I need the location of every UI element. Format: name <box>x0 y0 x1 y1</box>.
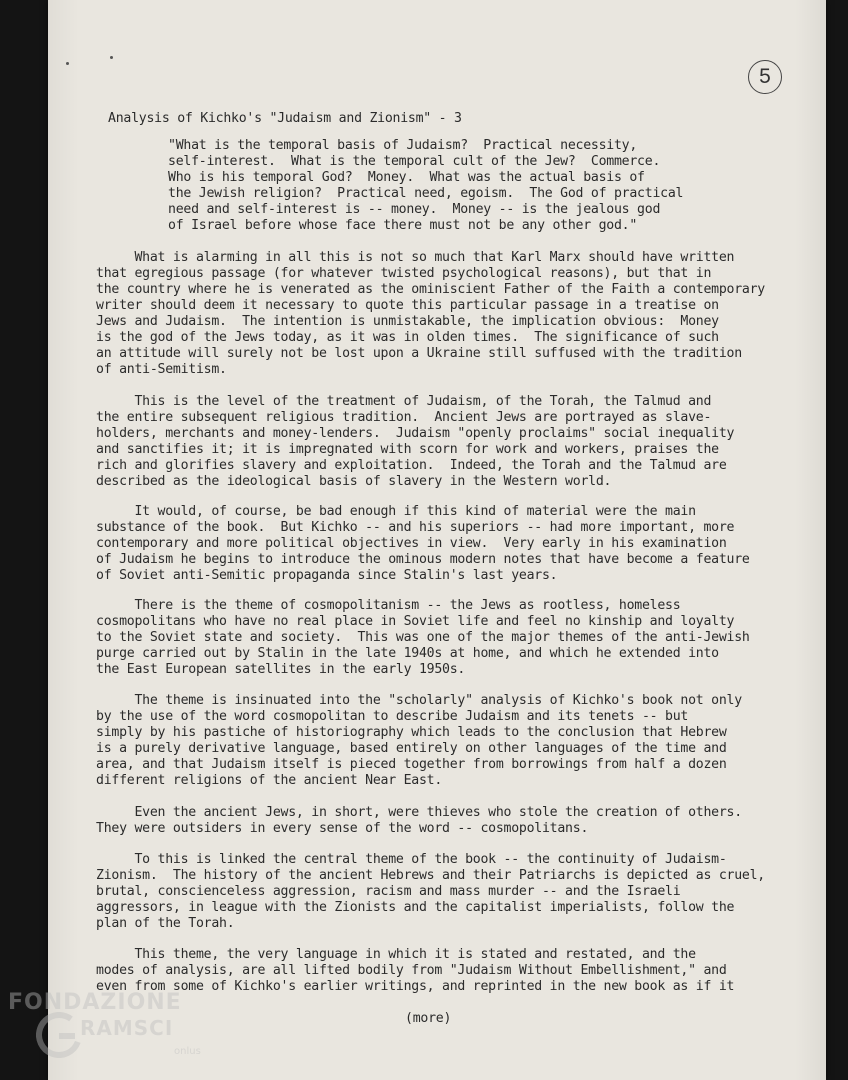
text-line: plan of the Torah. <box>96 916 235 931</box>
circled-page-number: 5 <box>748 60 782 94</box>
text-line: rich and glorifies slavery and exploitation. Indeed, the Torah and the Talmud are <box>96 458 727 473</box>
watermark-line2: RAMSCI <box>80 1016 174 1040</box>
page-title: Analysis of Kichko's "Judaism and Zionism" - 3 <box>108 111 462 126</box>
text-line: holders, merchants and money-lenders. Judaism "openly proclaims" social inequality <box>96 426 735 441</box>
paragraph-4 <box>96 598 750 678</box>
text-line: an attitude will surely not be lost upon a Ukraine still suffused with the tradition <box>96 346 742 361</box>
quote-line: self-interest. What is the temporal cult of the Jew? Commerce. <box>168 154 661 169</box>
text-line: described as the ideological basis of slavery in the Western world. <box>96 474 612 489</box>
text-line: cosmopolitans who have no real place in Soviet life and feel no kinship and loyalty <box>96 614 735 629</box>
watermark-small: onlus <box>174 1046 201 1057</box>
paragraph-1 <box>96 250 765 378</box>
text-line: of anti-Semitism. <box>96 362 227 377</box>
archive-watermark <box>8 990 238 1070</box>
text-line: This theme, the very language in which it is stated and restated, and the <box>96 947 696 962</box>
more-continuation: (more) <box>405 1011 452 1026</box>
text-line: writer should deem it necessary to quote this particular passage in a treatise on <box>96 298 719 313</box>
text-line: aggressors, in league with the Zionists and the capitalist imperialists, follow the <box>96 900 735 915</box>
paragraph-6 <box>96 805 742 837</box>
text-line: of Soviet anti-Semitic propaganda since Stalin's last years. <box>96 568 558 583</box>
text-line: the East European satellites in the early 1950s. <box>96 662 466 677</box>
text-line: Jews and Judaism. The intention is unmistakable, the implication obvious: Money <box>96 314 719 329</box>
text-line: and sanctifies it; it is impregnated with scorn for work and workers, praises the <box>96 442 719 457</box>
text-line: There is the theme of cosmopolitanism -- the Jews as rootless, homeless <box>96 598 681 613</box>
text-line: modes of analysis, are all lifted bodily from "Judaism Without Embellishment," and <box>96 963 727 978</box>
text-line: the entire subsequent religious tradition. Ancient Jews are portrayed as slave- <box>96 410 712 425</box>
text-line: area, and that Judaism itself is pieced together from borrowings from half a dozen <box>96 757 727 772</box>
quote-line: need and self-interest is -- money. Money -- is the jealous god <box>168 202 661 217</box>
text-line: Zionism. The history of the ancient Hebrews and their Patriarchs is depicted as cruel, <box>96 868 765 883</box>
paragraph-8 <box>96 947 734 995</box>
paper-page <box>48 0 826 1080</box>
stray-mark <box>66 62 69 65</box>
text-line: substance of the book. But Kichko -- and his superiors -- had more important, more <box>96 520 735 535</box>
text-line: to the Soviet state and society. This was one of the major themes of the anti-Jewish <box>96 630 750 645</box>
text-line: brutal, conscienceless aggression, racism and mass murder -- and the Israeli <box>96 884 681 899</box>
text-line: purge carried out by Stalin in the late 1940s at home, and which he extended into <box>96 646 719 661</box>
quote-line: of Israel before whose face there must not be any other god." <box>168 218 638 233</box>
text-line: Even the ancient Jews, in short, were thieves who stole the creation of others. <box>96 805 742 820</box>
text-line: that egregious passage (for whatever twisted psychological reasons), but that in <box>96 266 712 281</box>
text-line: the country where he is venerated as the ominiscient Father of the Faith a contemporary <box>96 282 765 297</box>
marx-quote <box>168 138 683 234</box>
text-line: They were outsiders in every sense of the word -- cosmopolitans. <box>96 821 589 836</box>
text-line: What is alarming in all this is not so much that Karl Marx should have written <box>96 250 735 265</box>
paragraph-2 <box>96 394 734 490</box>
stray-mark <box>110 56 113 59</box>
text-line: The theme is insinuated into the "scholarly" analysis of Kichko's book not only <box>96 693 742 708</box>
paragraph-7 <box>96 852 765 932</box>
quote-line: Who is his temporal God? Money. What was the actual basis of <box>168 170 645 185</box>
text-line: is a purely derivative language, based entirely on other languages of the time and <box>96 741 727 756</box>
text-line: It would, of course, be bad enough if this kind of material were the main <box>96 504 696 519</box>
text-line: even from some of Kichko's earlier writings, and reprinted in the new book as if it <box>96 979 735 994</box>
text-line: simply by his pastiche of historiography which leads to the conclusion that Hebrew <box>96 725 727 740</box>
text-line: To this is linked the central theme of the book -- the continuity of Judaism- <box>96 852 727 867</box>
quote-line: the Jewish religion? Practical need, egoism. The God of practical <box>168 186 684 201</box>
text-line: of Judaism he begins to introduce the ominous modern notes that have become a feature <box>96 552 750 567</box>
paragraph-3 <box>96 504 750 584</box>
text-line: different religions of the ancient Near East. <box>96 773 443 788</box>
paragraph-5 <box>96 693 742 789</box>
watermark-line1: FONDAZIONE <box>8 990 182 1015</box>
quote-line: "What is the temporal basis of Judaism? Practical necessity, <box>168 138 638 153</box>
text-line: is the god of the Jews today, as it was in olden times. The significance of such <box>96 330 719 345</box>
text-line: This is the level of the treatment of Judaism, of the Torah, the Talmud and <box>96 394 712 409</box>
text-line: contemporary and more political objectives in view. Very early in his examination <box>96 536 727 551</box>
watermark-g-logo-icon <box>36 1012 82 1058</box>
text-line: by the use of the word cosmopolitan to describe Judaism and its tenets -- but <box>96 709 689 724</box>
